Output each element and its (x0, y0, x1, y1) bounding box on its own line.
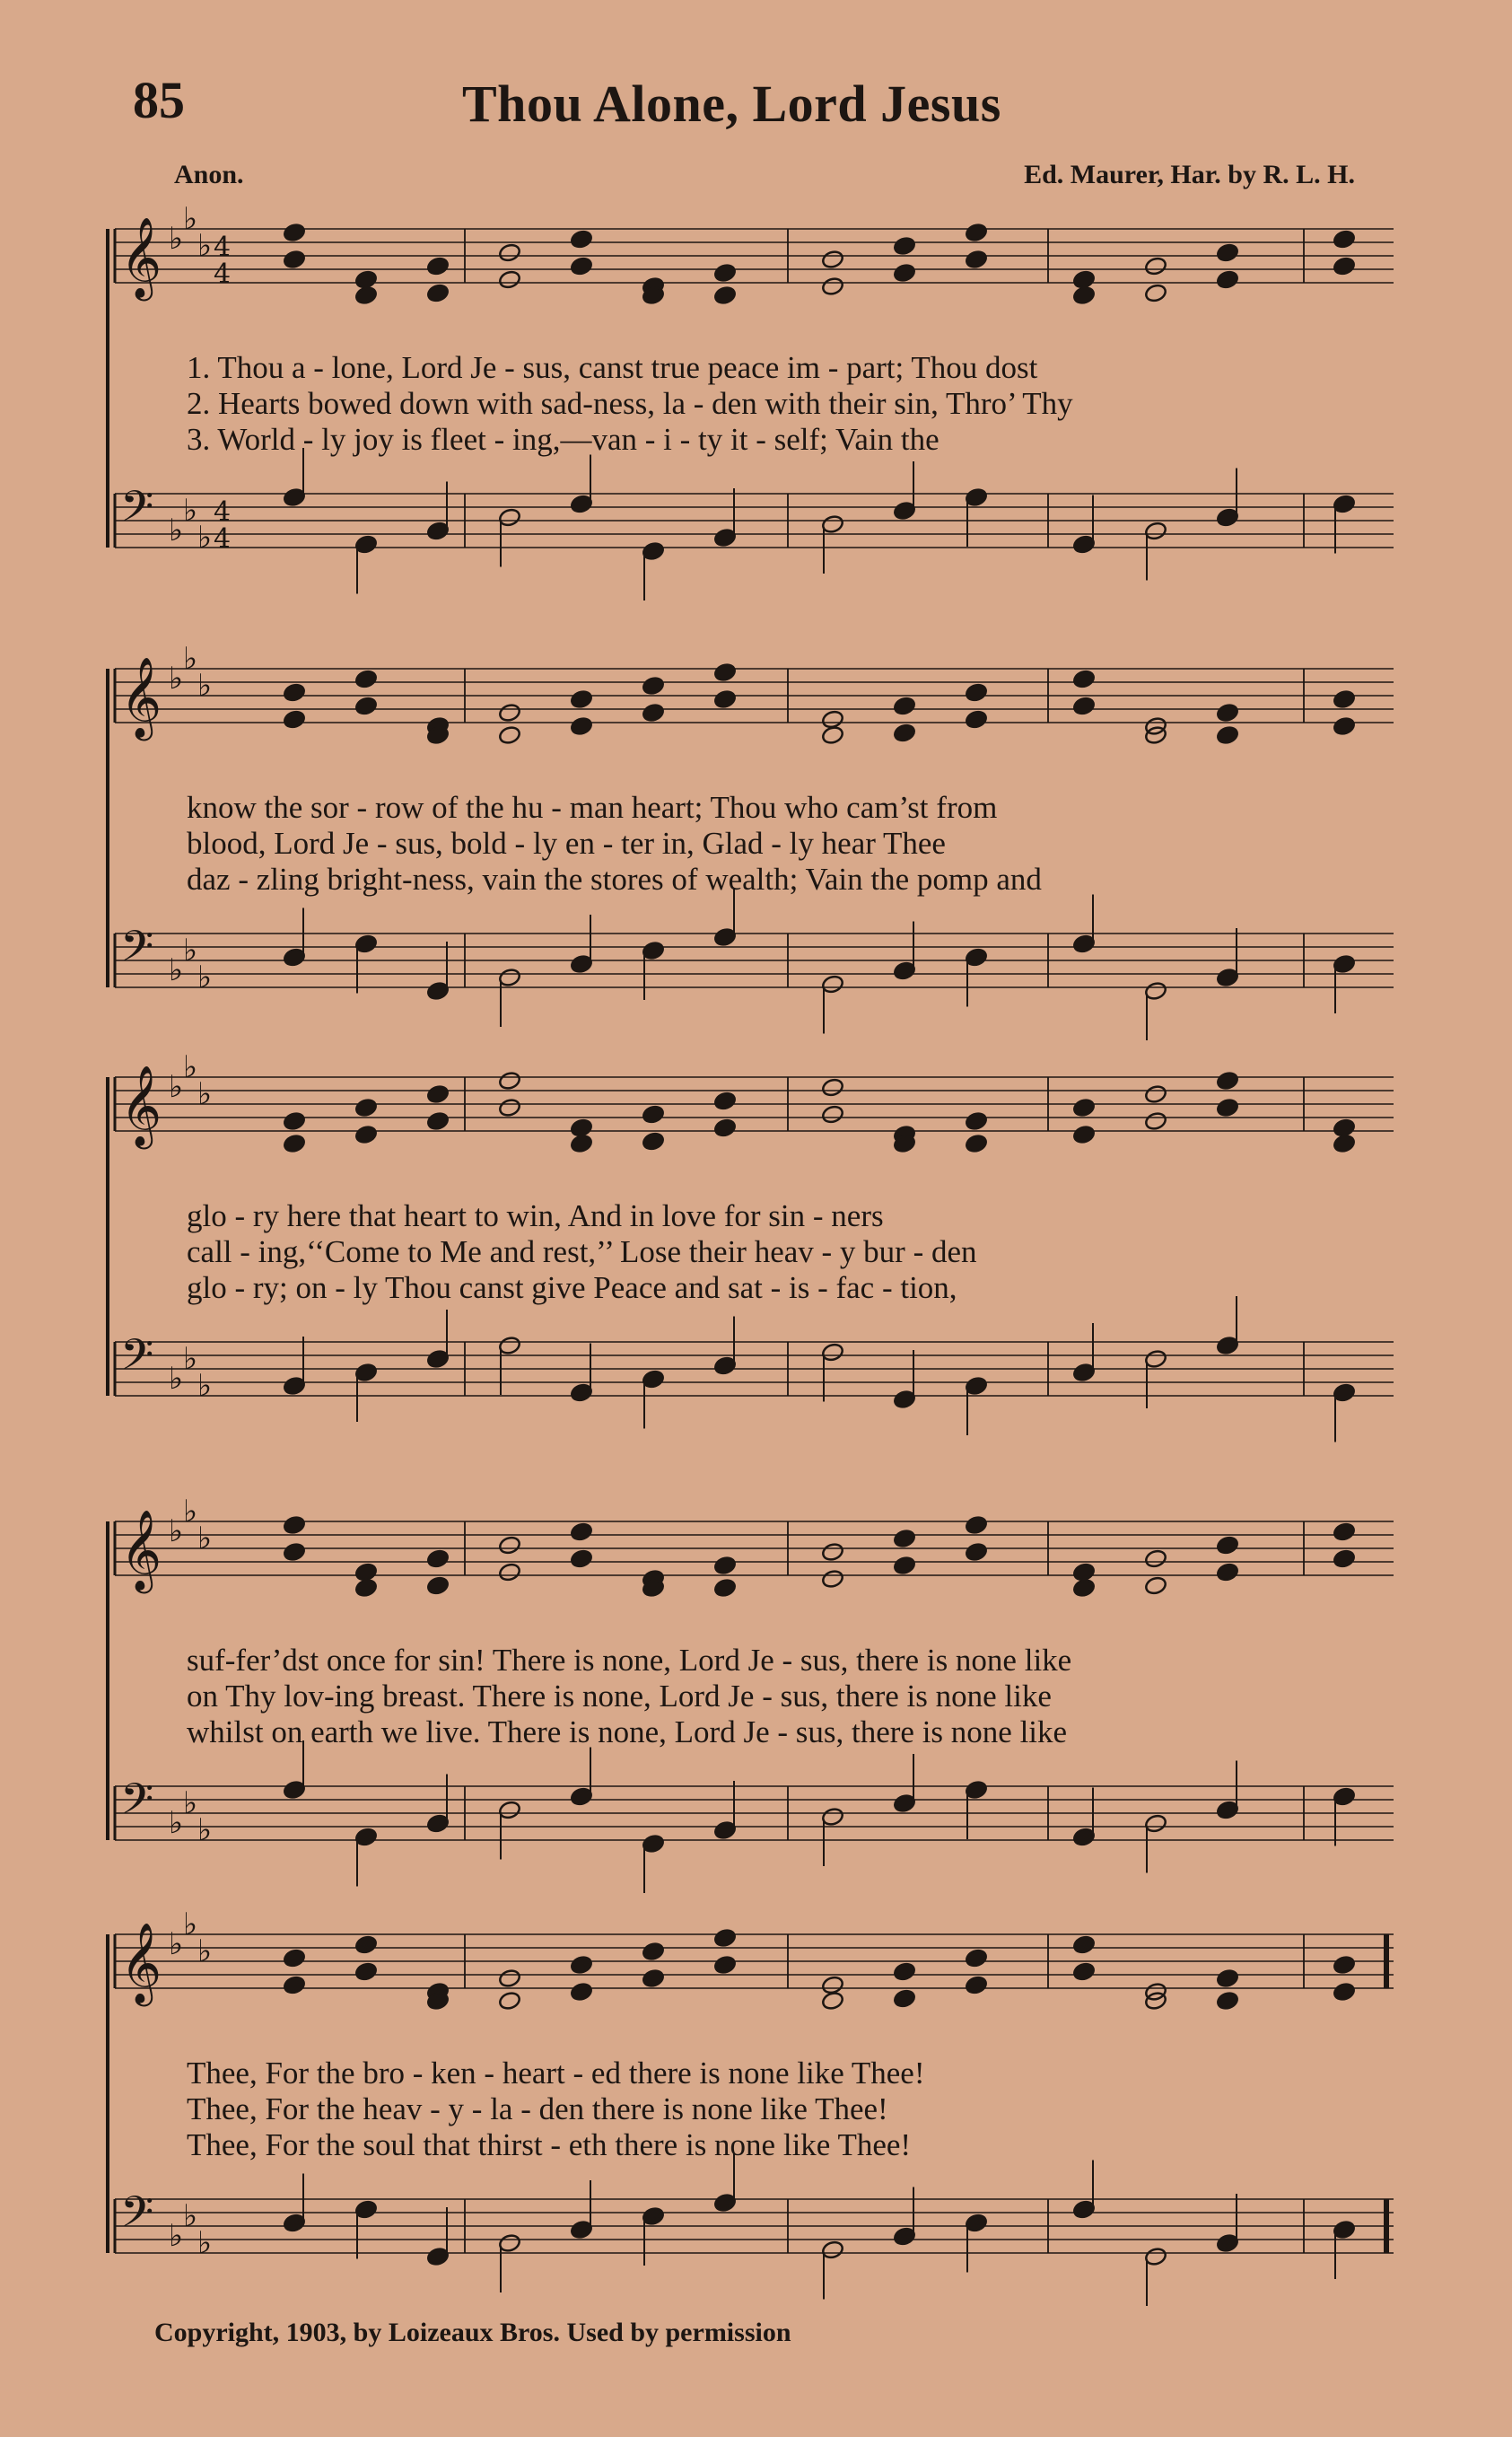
music-note (821, 1569, 844, 1590)
bass-clef: 𝄢 (120, 1329, 154, 1390)
flat-sign: ♭ (183, 2198, 198, 2234)
music-note (893, 1988, 916, 2009)
music-note (821, 1077, 844, 1098)
music-note (354, 1934, 378, 1955)
music-note (570, 1134, 593, 1154)
music-note (1333, 1118, 1356, 1138)
music-note (1333, 1548, 1356, 1569)
music-note (893, 723, 916, 743)
music-note (498, 269, 521, 290)
music-note (965, 682, 988, 703)
music-note (283, 250, 306, 270)
flat-sign: ♭ (169, 221, 184, 257)
flat-sign: ♭ (169, 1069, 184, 1105)
music-note (570, 256, 593, 276)
music-system (97, 641, 1403, 1023)
music-note (1144, 1548, 1167, 1569)
flat-sign: ♭ (197, 668, 213, 704)
lyric-line: blood, Lord Je - sus, bold - ly en - ter in, Glad - ly hear Thee (187, 826, 946, 861)
music-note (570, 1955, 593, 1976)
music-note (893, 1556, 916, 1576)
flat-sign: ♭ (197, 1812, 213, 1848)
lyric-line: 3. World - ly joy is fleet - ing,—van - i - ty it - self; Vain the (187, 422, 940, 457)
music-note (893, 1961, 916, 1982)
music-note (498, 1098, 521, 1118)
treble-clef: 𝄞 (120, 217, 162, 298)
music-system (97, 1494, 1403, 1876)
music-note (498, 1071, 521, 1091)
flat-sign: ♭ (197, 960, 213, 995)
music-credit: Ed. Maurer, Har. by R. L. H. (1024, 160, 1355, 189)
words-credit: Anon. (174, 160, 244, 189)
treble-clef: 𝄞 (120, 657, 162, 738)
music-note (426, 1548, 450, 1569)
music-note (713, 1578, 737, 1599)
flat-sign: ♭ (197, 1368, 213, 1404)
music-note (354, 696, 378, 716)
music-system (97, 1049, 1403, 1432)
music-note (1072, 1578, 1096, 1599)
flat-sign: ♭ (197, 1933, 213, 1969)
time-signature-bottom: 4 (214, 523, 232, 555)
music-note (570, 716, 593, 737)
flat-sign: ♭ (169, 513, 184, 548)
music-note (283, 709, 306, 730)
flat-sign: ♭ (183, 1049, 198, 1085)
music-note (965, 709, 988, 730)
music-note (1333, 1134, 1356, 1154)
music-note (1216, 1968, 1239, 1989)
music-note (1216, 269, 1239, 290)
music-note (893, 1529, 916, 1549)
copyright-notice: Copyright, 1903, by Loizeaux Bros. Used by permission (154, 2318, 791, 2347)
lyric-line: 1. Thou a - lone, Lord Je - sus, canst true peace im - part; Thou dost (187, 350, 1038, 385)
music-note (821, 276, 844, 297)
music-note (821, 1991, 844, 2012)
music-note (283, 1111, 306, 1132)
music-note (1333, 256, 1356, 276)
time-signature-top: 4 (214, 496, 232, 528)
music-note (426, 1084, 450, 1105)
music-note (965, 1975, 988, 1995)
music-note (965, 223, 988, 243)
music-note (1216, 242, 1239, 263)
music-note (1072, 669, 1096, 689)
music-note (354, 1098, 378, 1118)
music-note (893, 696, 916, 716)
hymn-title: Thou Alone, Lord Jesus (462, 75, 1001, 133)
music-note (1333, 1521, 1356, 1542)
music-note (1216, 1098, 1239, 1118)
music-note (965, 1111, 988, 1132)
music-note (713, 1928, 737, 1949)
music-note (1072, 696, 1096, 716)
music-note (426, 1111, 450, 1132)
music-note (498, 1562, 521, 1582)
flat-sign: ♭ (183, 1341, 198, 1377)
music-note (498, 1991, 521, 2012)
music-note (283, 1134, 306, 1154)
music-note (642, 1942, 665, 1962)
music-note (570, 1548, 593, 1569)
treble-clef: 𝄞 (120, 1923, 162, 2003)
music-note (498, 242, 521, 263)
lyric-line: 2. Hearts bowed down with sad-ness, la - den with their sin, Thro’ Thy (187, 386, 1073, 421)
lyric-line: glo - ry; on - ly Thou canst give Peace and sat - is - fac - tion, (187, 1270, 957, 1305)
music-note (354, 1562, 378, 1582)
flat-sign: ♭ (183, 1907, 198, 1942)
time-signature-bottom: 4 (214, 259, 232, 290)
flat-sign: ♭ (183, 493, 198, 529)
lyric-line: suf-fer’dst once for sin! There is none, Lord Je - sus, there is none like (187, 1643, 1072, 1678)
flat-sign: ♭ (197, 1521, 213, 1556)
music-note (642, 1104, 665, 1125)
music-note (965, 1542, 988, 1563)
music-note (1072, 269, 1096, 290)
music-note (965, 1948, 988, 1968)
lyric-line: on Thy lov-ing breast. There is none, Lord Je - sus, there is none like (187, 1679, 1052, 1714)
flat-sign: ♭ (169, 1926, 184, 1962)
music-note (965, 250, 988, 270)
flat-sign: ♭ (183, 201, 198, 237)
music-note (821, 725, 844, 746)
music-note (713, 689, 737, 710)
music-note (1144, 283, 1167, 303)
music-note (713, 1955, 737, 1976)
music-note (498, 703, 521, 723)
music-note (570, 229, 593, 250)
music-note (1216, 725, 1239, 746)
flat-sign: ♭ (183, 1785, 198, 1821)
music-note (1072, 285, 1096, 306)
treble-clef: 𝄞 (120, 1065, 162, 1146)
music-note (283, 1975, 306, 1995)
music-note (283, 1542, 306, 1563)
flat-sign: ♭ (169, 1513, 184, 1549)
music-note (642, 1131, 665, 1152)
bass-clef: 𝄢 (120, 481, 154, 542)
bass-clef: 𝄢 (120, 1774, 154, 1835)
music-note (354, 285, 378, 306)
flat-sign: ♭ (197, 520, 213, 556)
music-note (821, 1975, 844, 1995)
music-note (713, 1118, 737, 1138)
music-note (965, 1515, 988, 1536)
music-note (821, 709, 844, 730)
music-note (1333, 689, 1356, 710)
music-note (354, 1125, 378, 1145)
music-note (426, 283, 450, 303)
flat-sign: ♭ (197, 228, 213, 264)
music-note (426, 256, 450, 276)
music-note (570, 1982, 593, 2003)
music-note (570, 689, 593, 710)
flat-sign: ♭ (183, 641, 198, 677)
music-note (1144, 1575, 1167, 1596)
lyric-line: know the sor - row of the hu - man heart; Thou who cam’st from (187, 790, 998, 825)
flat-sign: ♭ (183, 933, 198, 969)
music-note (1333, 1955, 1356, 1976)
music-note (1216, 1562, 1239, 1582)
flat-sign: ♭ (169, 1805, 184, 1841)
music-system (97, 1907, 1403, 2289)
music-note (965, 1134, 988, 1154)
music-note (1216, 703, 1239, 723)
music-note (1072, 1934, 1096, 1955)
lyric-line: Thee, For the bro - ken - heart - ed there is none like Thee! (187, 2056, 925, 2091)
music-note (283, 682, 306, 703)
music-note (1144, 1111, 1167, 1132)
flat-sign: ♭ (169, 661, 184, 697)
music-note (713, 1556, 737, 1576)
music-note (498, 1968, 521, 1989)
lyric-line: glo - ry here that heart to win, And in love for sin - ners (187, 1198, 884, 1233)
music-note (570, 1118, 593, 1138)
music-note (1216, 1991, 1239, 2012)
music-note (354, 669, 378, 689)
lyric-line: Thee, For the soul that thirst - eth there is none like Thee! (187, 2127, 912, 2162)
music-note (1144, 256, 1167, 276)
flat-sign: ♭ (197, 1076, 213, 1112)
music-note (354, 269, 378, 290)
music-note (1144, 1084, 1167, 1105)
music-note (1216, 1071, 1239, 1091)
music-note (821, 1542, 844, 1563)
music-note (642, 676, 665, 697)
music-note (1072, 1562, 1096, 1582)
lyric-line: whilst on earth we live. There is none, Lord Je - sus, there is none like (187, 1714, 1068, 1749)
music-note (1072, 1961, 1096, 1982)
music-note (642, 703, 665, 723)
music-note (1216, 1535, 1239, 1556)
bass-clef: 𝄢 (120, 921, 154, 982)
treble-clef: 𝄞 (120, 1510, 162, 1591)
music-note (570, 1521, 593, 1542)
music-note (354, 1578, 378, 1599)
music-note (893, 263, 916, 284)
music-note (498, 725, 521, 746)
music-note (713, 662, 737, 683)
flat-sign: ♭ (169, 952, 184, 988)
music-note (1072, 1125, 1096, 1145)
music-note (713, 285, 737, 306)
music-system (97, 201, 1403, 583)
bass-clef: 𝄢 (120, 2187, 154, 2248)
lyric-line: Thee, For the heav - y - la - den there is none like Thee! (187, 2091, 888, 2126)
time-signature-top: 4 (214, 232, 232, 263)
music-note (1333, 1982, 1356, 2003)
music-note (713, 263, 737, 284)
lyric-line: call - ing,‘‘Come to Me and rest,’’ Lose their heav - y bur - den (187, 1234, 977, 1269)
music-note (642, 1968, 665, 1989)
music-note (283, 223, 306, 243)
music-note (283, 1515, 306, 1536)
lyric-line: daz - zling bright-ness, vain the stores of wealth; Vain the pomp and (187, 862, 1042, 897)
music-note (893, 236, 916, 257)
music-note (426, 1575, 450, 1596)
music-note (1072, 1098, 1096, 1118)
music-note (1333, 716, 1356, 737)
music-note (821, 250, 844, 270)
flat-sign: ♭ (169, 2218, 184, 2254)
music-note (354, 1961, 378, 1982)
flat-sign: ♭ (183, 1494, 198, 1530)
hymn-number: 85 (133, 71, 185, 129)
music-note (821, 1104, 844, 1125)
music-note (1333, 229, 1356, 250)
music-note (283, 1948, 306, 1968)
music-note (498, 1535, 521, 1556)
flat-sign: ♭ (169, 1361, 184, 1397)
flat-sign: ♭ (197, 2225, 213, 2261)
music-note (713, 1091, 737, 1111)
